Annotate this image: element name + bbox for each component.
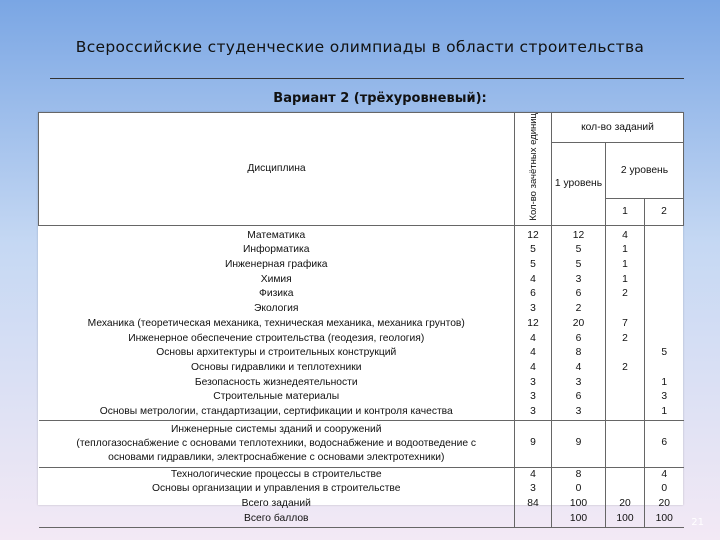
- row-name: Всего баллов: [39, 512, 515, 527]
- row-level2b: [645, 225, 684, 243]
- table-row: [39, 482, 684, 497]
- row-credits: 3: [515, 390, 552, 405]
- row-level2a: 2: [606, 361, 645, 376]
- title-divider: [50, 78, 684, 79]
- row-name: Безопасность жизнедеятельности: [194, 376, 358, 388]
- row-name: Инженерное обеспечение строительства (геодезия, геология): [128, 332, 425, 344]
- row-level1: 3: [575, 273, 582, 285]
- header-discipline: Дисциплина: [39, 113, 515, 226]
- row-level2a: 1: [606, 243, 645, 258]
- row-credits: 3: [515, 376, 552, 391]
- olympiad-table-container: [38, 112, 683, 524]
- header-credits: Кол-во зачётных единиц: [515, 113, 552, 226]
- table-row: [39, 497, 684, 512]
- row-level1: 100: [569, 498, 588, 510]
- row-level2b: 5: [645, 346, 684, 361]
- row-level2b: 0: [645, 482, 684, 497]
- row-name: Экология: [254, 303, 299, 315]
- row-name: Математика: [247, 229, 306, 241]
- row-name: Основы метрологии, стандартизации, сертификации и контроля качества: [99, 406, 453, 418]
- row-level2a: 4: [606, 225, 645, 243]
- row-level2b: 3: [645, 390, 684, 405]
- row-level2a: 2: [606, 332, 645, 347]
- row-level2b: [645, 361, 684, 376]
- table-row: [39, 273, 684, 288]
- row-credits: 84: [515, 497, 552, 512]
- row-level2b: 1: [645, 376, 684, 391]
- row-level1: 6: [575, 288, 582, 300]
- row-name: Всего заданий: [241, 498, 311, 510]
- row-level2b: 6: [645, 420, 684, 467]
- header-level2-sub1: 1: [606, 198, 645, 225]
- table-row: [39, 390, 684, 405]
- row-level2b: [645, 332, 684, 347]
- row-level1: 8: [575, 468, 582, 480]
- table-row: [39, 317, 684, 332]
- row-level2a: [606, 376, 645, 391]
- row-credits: 4: [515, 467, 552, 482]
- row-level1: 6: [575, 391, 582, 403]
- row-level1: 9: [552, 420, 606, 467]
- row-credits: 12: [515, 225, 552, 243]
- header-tasks: кол-во заданий: [552, 113, 684, 143]
- table-row: [39, 258, 684, 273]
- row-level2a: 100: [606, 512, 645, 527]
- row-credits: 9: [515, 420, 552, 467]
- row-level2a: [606, 467, 645, 482]
- row-name: Технологические процессы в строительстве: [170, 468, 382, 480]
- table-row: [39, 420, 684, 467]
- row-credits: 3: [515, 302, 552, 317]
- row-credits: 4: [515, 346, 552, 361]
- row-level2a: [606, 302, 645, 317]
- table-row: [39, 512, 684, 527]
- slide-subtitle: Вариант 2 (трёхуровневый):: [273, 91, 487, 106]
- row-level2a: 20: [606, 497, 645, 512]
- row-level2b: [645, 243, 684, 258]
- row-level2b: [645, 258, 684, 273]
- row-name: Основы организации и управления в строительстве: [152, 483, 401, 495]
- row-name: Инженерные системы зданий и сооружений (теплогазоснабжение с основами теплотехники, водоснабжение и водоотведение с основами гидравлики, электроснабжение с основами электротехники): [39, 420, 515, 467]
- row-level2a: 7: [606, 317, 645, 332]
- row-name: Химия: [260, 273, 292, 285]
- table-row: [39, 332, 684, 347]
- row-level1: 2: [575, 303, 582, 315]
- row-level2b: [645, 273, 684, 288]
- olympiad-table: [38, 112, 684, 528]
- row-level2b: [645, 317, 684, 332]
- table-row: [39, 376, 684, 391]
- table-row: [39, 361, 684, 376]
- row-credits: 5: [515, 243, 552, 258]
- row-credits: 3: [515, 482, 552, 497]
- row-name: Основы архитектуры и строительных конструкций: [156, 347, 397, 359]
- slide-title: Всероссийские студенческие олимпиады в области строительства: [75, 38, 645, 56]
- row-name: Инженерная графика: [224, 258, 328, 270]
- row-credits: 4: [515, 273, 552, 288]
- table-row: [39, 302, 684, 317]
- row-level1: 12: [572, 229, 585, 241]
- header-level2: 2 уровень: [606, 143, 684, 199]
- row-credits: 4: [515, 361, 552, 376]
- row-level2a: [606, 420, 645, 467]
- row-level2b: 1: [645, 405, 684, 420]
- row-credits: 4: [515, 332, 552, 347]
- row-name: Строительные материалы: [213, 391, 340, 403]
- header-level2-sub2: 2: [645, 198, 684, 225]
- row-credits: [515, 512, 552, 527]
- row-level1: 5: [575, 258, 582, 270]
- row-credits: 6: [515, 287, 552, 302]
- row-level1: 3: [575, 406, 582, 418]
- row-level1: 3: [575, 376, 582, 388]
- row-level2a: [606, 390, 645, 405]
- row-level2b: 100: [645, 512, 684, 527]
- page-number: 21: [691, 517, 704, 528]
- row-name: Основы гидравлики и теплотехники: [191, 361, 362, 373]
- row-level1: 6: [575, 332, 582, 344]
- row-name: Информатика: [242, 244, 310, 256]
- row-level1: 0: [575, 483, 582, 495]
- row-level2a: [606, 405, 645, 420]
- row-level2b: [645, 302, 684, 317]
- table-row: [39, 467, 684, 482]
- row-level2a: [606, 482, 645, 497]
- table-row: [39, 243, 684, 258]
- row-credits: 3: [515, 405, 552, 420]
- row-level2b: 4: [645, 467, 684, 482]
- row-level2b: [645, 287, 684, 302]
- table-row: [39, 405, 684, 420]
- row-credits: 12: [515, 317, 552, 332]
- header-level1: 1 уровень: [552, 143, 606, 226]
- row-level1: 20: [572, 317, 585, 329]
- row-level2a: [606, 346, 645, 361]
- row-level2a: 1: [606, 273, 645, 288]
- row-level1: 8: [575, 347, 582, 359]
- row-level1: 4: [575, 361, 582, 373]
- table-row: [39, 225, 684, 243]
- row-level2a: 1: [606, 258, 645, 273]
- row-level1: 100: [552, 512, 606, 527]
- row-name: Физика: [258, 288, 294, 300]
- table-row: [39, 287, 684, 302]
- row-credits: 5: [515, 258, 552, 273]
- row-name: Механика (теоретическая механика, техническая механика, механика грунтов): [87, 317, 465, 329]
- row-level1: 5: [575, 244, 582, 256]
- row-level2b: 20: [645, 497, 684, 512]
- table-row: [39, 346, 684, 361]
- row-level2a: 2: [606, 287, 645, 302]
